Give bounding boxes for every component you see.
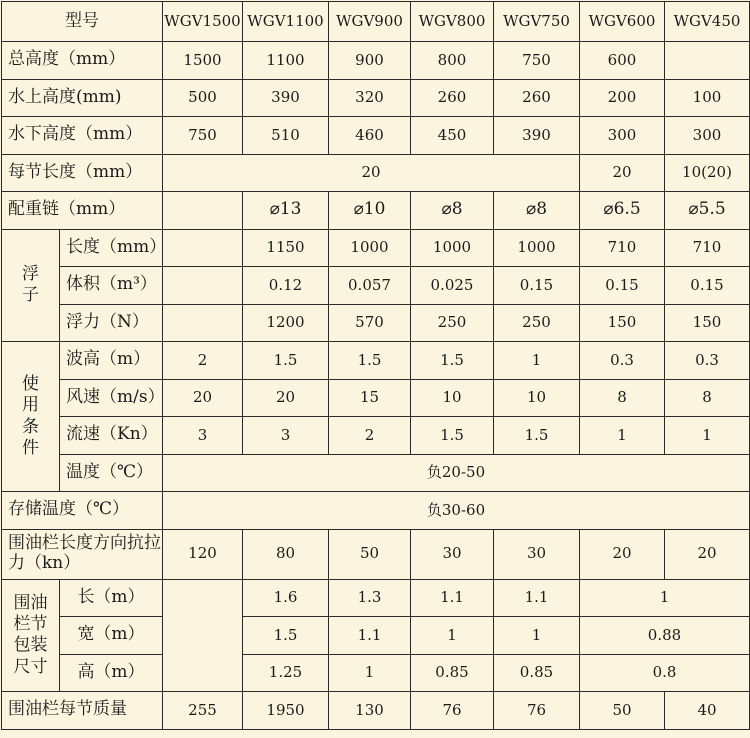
cell-value: 1 <box>580 417 665 455</box>
row-label: 流速（Kn） <box>60 417 163 455</box>
cell-value: 1.5 <box>494 417 580 455</box>
cell-value: 710 <box>580 229 665 267</box>
row-label: 体积（m³） <box>60 267 163 305</box>
cell-value: 1.6 <box>243 579 329 617</box>
cell-value: ⌀8 <box>494 192 580 230</box>
cell-value: 15 <box>329 379 411 417</box>
wave-row <box>2 342 750 380</box>
cell-value: 390 <box>494 117 580 155</box>
cell-value: 750 <box>494 42 580 80</box>
cell-value: 3 <box>163 417 243 455</box>
cell-value: 2 <box>163 342 243 380</box>
cell-value: 570 <box>329 304 411 342</box>
cell-value: 0.85 <box>494 654 580 692</box>
cell-value: 1.1 <box>329 617 411 655</box>
cell-value: 10(20) <box>665 154 750 192</box>
cell-value: 1100 <box>243 42 329 80</box>
cell-value: 50 <box>329 529 411 579</box>
row-label: 总高度（mm） <box>2 42 163 80</box>
cell-value: ⌀10 <box>329 192 411 230</box>
cell-value: 1.3 <box>329 579 411 617</box>
merged-value: 0.8 <box>580 654 750 692</box>
cell-value: 260 <box>494 79 580 117</box>
cell-value: 900 <box>329 42 411 80</box>
cell-value: 1200 <box>243 304 329 342</box>
group-label-conditions: 使用条件 <box>2 342 60 492</box>
cell-value: 1.5 <box>411 342 494 380</box>
section-mass-row <box>2 692 750 730</box>
row-label: 波高（m） <box>60 342 163 380</box>
cell-value: 1.5 <box>243 342 329 380</box>
cell-value: 20 <box>665 529 750 579</box>
row-label: 高（m） <box>60 654 163 692</box>
cell-value: 1 <box>665 417 750 455</box>
cell-value: 150 <box>580 304 665 342</box>
cell-value: 0.3 <box>580 342 665 380</box>
cell-value: 1000 <box>329 229 411 267</box>
cell-value: 1 <box>411 617 494 655</box>
chain-row <box>2 192 750 230</box>
row-label: 长（m） <box>60 579 163 617</box>
cell-value: 1.5 <box>243 617 329 655</box>
cell-value: 800 <box>411 42 494 80</box>
tensile-row <box>2 529 750 579</box>
model-name: WGV450 <box>665 2 750 42</box>
row-label: 水下高度（mm） <box>2 117 163 155</box>
cell-value: 1.5 <box>329 342 411 380</box>
cell-value: 250 <box>494 304 580 342</box>
cell-value: 0.85 <box>411 654 494 692</box>
cell-value: ⌀6.5 <box>580 192 665 230</box>
cell-value: 30 <box>411 529 494 579</box>
row-label: 风速（m/s） <box>60 379 163 417</box>
row-label: 围油栏每节质量 <box>2 692 163 730</box>
cell-value <box>665 42 750 80</box>
cell-value: 20 <box>243 379 329 417</box>
cell-value: 500 <box>163 79 243 117</box>
model-name: WGV800 <box>411 2 494 42</box>
model-name: WGV1500 <box>163 2 243 42</box>
package-width-row <box>2 617 750 655</box>
cell-value: 300 <box>580 117 665 155</box>
cell-value <box>163 267 243 305</box>
cell-value: 0.025 <box>411 267 494 305</box>
merged-value: 20 <box>163 154 580 192</box>
cell-value: 20 <box>163 379 243 417</box>
merged-value: 1 <box>580 579 750 617</box>
cell-value: 450 <box>411 117 494 155</box>
cell-value: 710 <box>665 229 750 267</box>
cell-value: 0.15 <box>580 267 665 305</box>
cell-value: 750 <box>163 117 243 155</box>
row-label: 宽（m） <box>60 617 163 655</box>
cell-value: 1.1 <box>411 579 494 617</box>
cell-value: 0.15 <box>494 267 580 305</box>
model-name: WGV750 <box>494 2 580 42</box>
row-label: 存储温度（℃） <box>2 492 163 530</box>
cell-value: 255 <box>163 692 243 730</box>
cell-value: 20 <box>580 529 665 579</box>
model-name: WGV600 <box>580 2 665 42</box>
row-label: 浮力（N） <box>60 304 163 342</box>
header-label: 型号 <box>2 2 163 42</box>
cell-value: 1.1 <box>494 579 580 617</box>
cell-value: 100 <box>665 79 750 117</box>
cell-value: 1500 <box>163 42 243 80</box>
current-row <box>2 417 750 455</box>
cell-value <box>163 229 243 267</box>
cell-value: 10 <box>411 379 494 417</box>
cell-value <box>163 304 243 342</box>
cell-value: 10 <box>494 379 580 417</box>
cell-value: 130 <box>329 692 411 730</box>
cell-value: 600 <box>580 42 665 80</box>
cell-value: 300 <box>665 117 750 155</box>
cell-value: 3 <box>243 417 329 455</box>
cell-value: 200 <box>580 79 665 117</box>
total-height-row <box>2 42 750 80</box>
cell-value: 80 <box>243 529 329 579</box>
cell-value: 0.3 <box>665 342 750 380</box>
cell-value: 2 <box>329 417 411 455</box>
row-label: 围油栏长度方向抗拉力（kn） <box>2 529 163 579</box>
package-length-row <box>2 579 750 617</box>
row-label: 每节长度（mm） <box>2 154 163 192</box>
float-buoyancy-row <box>2 304 750 342</box>
group-label-package: 围油栏节包装尺寸 <box>2 579 60 692</box>
row-label: 温度（℃） <box>60 454 163 492</box>
package-height-row <box>2 654 750 692</box>
cell-value: 1 <box>329 654 411 692</box>
header-row <box>2 2 750 42</box>
row-label: 配重链（mm） <box>2 192 163 230</box>
cell-value: 1150 <box>243 229 329 267</box>
cell-value: 1000 <box>494 229 580 267</box>
cell-value: 0.057 <box>329 267 411 305</box>
merged-value: 0.88 <box>580 617 750 655</box>
row-label: 水上高度(mm) <box>2 79 163 117</box>
wind-row <box>2 379 750 417</box>
float-volume-row <box>2 267 750 305</box>
cell-value: 510 <box>243 117 329 155</box>
merged-value: 负30-60 <box>163 492 750 530</box>
cell-value: 1 <box>494 617 580 655</box>
cell-value: 8 <box>580 379 665 417</box>
cell-value: 250 <box>411 304 494 342</box>
cell-value: 30 <box>494 529 580 579</box>
cell-value: 40 <box>665 692 750 730</box>
cell-value: 20 <box>580 154 665 192</box>
cell-value: 320 <box>329 79 411 117</box>
cell-value: 120 <box>163 529 243 579</box>
cell-value: 76 <box>494 692 580 730</box>
storage-temp-row <box>2 492 750 530</box>
cell-value: 260 <box>411 79 494 117</box>
cell-value: ⌀13 <box>243 192 329 230</box>
cell-value <box>163 192 243 230</box>
cell-value: 1000 <box>411 229 494 267</box>
cell-value: 8 <box>665 379 750 417</box>
cell-value: 390 <box>243 79 329 117</box>
temperature-row <box>2 454 750 492</box>
spec-table <box>1 1 750 730</box>
section-length-row <box>2 154 750 192</box>
group-label-float: 浮子 <box>2 229 60 342</box>
above-water-row <box>2 79 750 117</box>
cell-value: 0.15 <box>665 267 750 305</box>
cell-value: 0.12 <box>243 267 329 305</box>
cell-value: 76 <box>411 692 494 730</box>
cell-value: 1.25 <box>243 654 329 692</box>
float-length-row <box>2 229 750 267</box>
cell-value: 1950 <box>243 692 329 730</box>
cell-value: 50 <box>580 692 665 730</box>
model-name: WGV900 <box>329 2 411 42</box>
model-name: WGV1100 <box>243 2 329 42</box>
merged-value: 负20-50 <box>163 454 750 492</box>
empty-cell <box>163 579 243 692</box>
cell-value: ⌀8 <box>411 192 494 230</box>
row-label: 长度（mm） <box>60 229 163 267</box>
cell-value: 1 <box>494 342 580 380</box>
cell-value: 1.5 <box>411 417 494 455</box>
cell-value: 150 <box>665 304 750 342</box>
cell-value: ⌀5.5 <box>665 192 750 230</box>
cell-value: 460 <box>329 117 411 155</box>
below-water-row <box>2 117 750 155</box>
